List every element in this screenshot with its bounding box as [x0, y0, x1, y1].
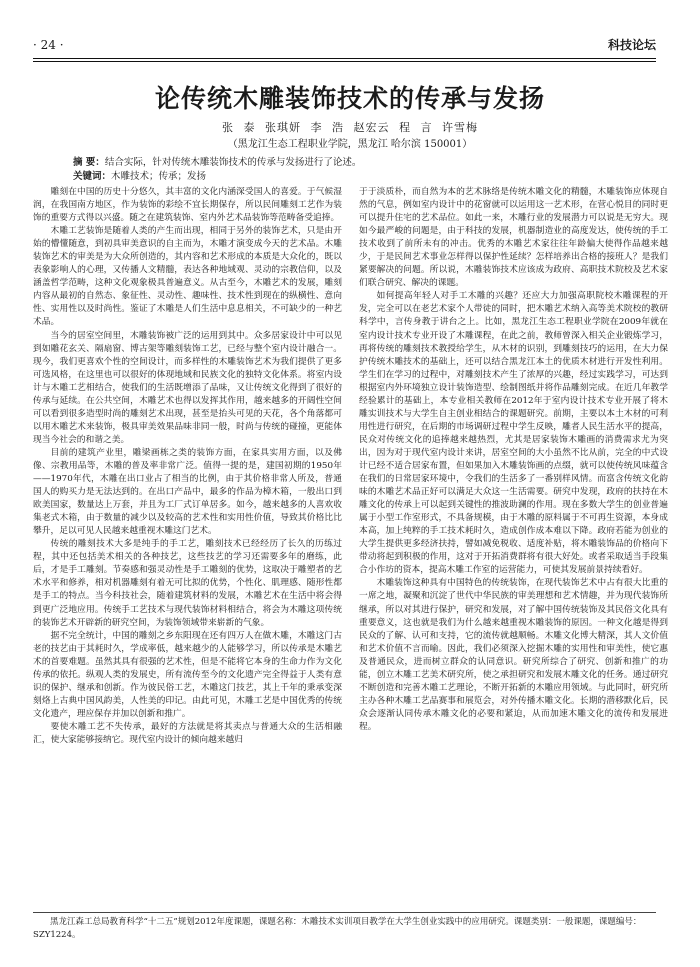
abstract-text: 结合实际，针对传统木雕装饰技术的传承与发扬进行了论述。	[104, 157, 362, 168]
paragraph: 目前的建筑产业里，雕梁画栋之类的装饰方面，在家具实用方面，以及佛像、宗教用品等，木雕的普及率非常广泛。值得一提的是，建国初期的1950年——1970年代，木雕在出口业占了相当的比例，由于其价格非常人所及，普通国人的购买力是无法达到的。在出口产品中，最多的作品为樟木箱，一般出口到欧美国家，数量达上万套，并且为工厂式订单居多。如今，越来越多的人喜欢收集老式木箱，由于数量的减少以及较高的艺术性和实用性价值，导致其价格比比攀升，足以可见人民越来越重视木雕这门艺术。	[33, 447, 342, 537]
page-number: · 24 ·	[33, 38, 64, 52]
affiliation: （黑龙江生态工程职业学院，黑龙江 哈尔滨 150001）	[227, 139, 473, 150]
header-rule-thin	[33, 61, 656, 62]
author-list: 张 泰 张琪妍 李 浩 赵宏云 程 言 许雪梅	[222, 121, 478, 134]
keywords	[73, 168, 206, 182]
body-column-left	[33, 186, 342, 906]
abstract	[73, 154, 361, 168]
paragraph: 要使木雕工艺不失传承，最好的方法就是将其卖点与普通大众的生活相融汇，使大家能够接纳它。现代室内设计的倾向越来越归	[33, 721, 342, 745]
paragraph: 于于淡质朴，而自然为本的艺术脉络是传统木雕文化的精髓，木雕装饰应体现自然的气息，例如室内设计中的花窗就可以运用这一艺术形，在营心悦目的同时更可以提升住宅的艺术品位。如此一来，木雕行业的发展潜力可以说是无穷大。现如今最严峻的问题是，由于科技的发展，机器制造业的高度发达，使传统的手工技术收到了前所未有的冲击。优秀的木雕艺术家往往年龄偏大使得作品越来越少，于是民间艺术事业怎样得以保护性延续？怎样培养出合格的接班人？是我们紧要解决的问题。所以说，木雕装饰技术应该成为政府、高职技术院校及艺术家们联合研究、解决的课题。	[359, 187, 668, 289]
header-rule	[33, 58, 656, 59]
paragraph: 木雕装饰这种具有中国特色的传统装饰，在现代装饰艺术中占有很大比重的一席之地，凝聚和沉淀了世代中华民族的审美理想和艺术情趣，并为现代装饰所继承，所以对其进行保护，研究和发展，对了解中国传统装饰及其民俗文化具有重要意义，这也就是我们为什么越来越重视木雕装饰的原因。一种文化越是得到民众的了解、认可和支持，它的流传就越顺畅。木雕文化博大精深，其人文价值和艺术价值不言而喻。因此，我们必须深入挖掘木雕的实用性和审美性，使它惠及普通民众，进而树立群众的认同意识。研究所综合了研究、创新和推广的功能，创立木雕工艺美术研究所，使之承担研究和发展木雕文化的任务。通过研究不断创造和完善木雕工艺理论，不断开拓新的木雕应用领域。与此同时，研究所主办各种木雕工艺品赛事和展览会，对外传播木雕文化。长期的潜移默化后，民众会逐渐认同传承木雕文化的必要和紧迫，从而加速木雕文化的流传和发展进程。	[359, 578, 668, 732]
paragraph: 雕刻在中国的历史十分悠久，其丰富的文化内涵深受国人的喜爱。于气候湿润，在我国南方地区，作为装饰的彩绘不宜长期保存，所以民间雕刻工艺作为装饰的重要方式得以兴盛。随之在建筑装饰、室内外艺术品装饰等范畴备受追捧。	[33, 187, 342, 224]
paragraph: 如何提高年轻人对手工木雕的兴趣？还应大力加强高职院校木雕课程的开发，完全可以在老艺术家个人带徒的同时，把木雕艺术纳入高等美术院校的教研科学中，言传身教于讲台之上。比如，黑龙江生态工程职业学院在2009年就在室内设计技术专业开设了木雕课程，在此之前，教师曾深入相关企业锻炼学习，再将传统的雕刻技术教授给学生，从木材的识别，到雕刻技巧的运用，在大力保护传统木雕技术的基础上，还可以结合黑龙江本土的优质木材进行开发性利用。学生们在学习的过程中，对雕刻技术产生了浓厚的兴趣，经过实践学习，可达到根据室内外环境独立设计装饰造型、绘制图纸并将作品雕刻完成。在近几年教学经验累计的基础上，本专业相关教师在2012年于室内设计技术专业开展了将木雕实训技术与大学生自主创业相结合的课题研究。前期，主要以本土木材的可利用性进行研究，在后期的市场调研过程中学生反映，雕者人民生活水平的提高，民众对传统文化的追捧越来越热烈，尤其是居家装饰木雕画的消费需求尤为突出，因为对于现代室内设计来讲，居室空间的大小虽然不比从前，完全的中式设计已经不适合居家布置，但如果加入木雕装饰画的点缀，就可以使传统风味蕴含在我们的日常居家环境中，令我们的生活多了一番别样风情。而富含传统文化韵味的木雕艺术品正好可以满足大众这一生活需要。研究中发现，政府的扶持在木雕文化的传承上可以起到关键性的推波助澜的作用。现在多数大学生的创业普遍属于小型工作室形式，不具备规模，由于木雕的原料属于不可再生资源，本身成本高，加上纯粹的手工技术耗时久，造成创作成本难以下降。政府若能为创业的大学生提供更多经济扶持，譬如减免税收、适度补贴，将木雕装饰品的价格向下带动将起到积极的作用，这对于开拓消费群将有很大好处。或者采取适当手段集合小作坊的资本，提高木雕工作室的运营能力，可使其发展前景持续看好。	[359, 291, 668, 576]
paragraph: 木雕工艺装饰是随着人类的产生而出现，相同于另外的装饰艺术，只是由开始的懵懂随意，到初具审美意识的自主而为，木雕才演变成今天的艺术品。木雕装饰艺术的审美是为大众所创造的，其内容和艺术形成的本质是大众化的，既以表象影响人的心理，又传播人文精髓，表达各种地域观、灵动的宗教信仰，以及涵盖哲学范畴，这种文化观象极具普遍意义。从古至今，木雕艺术的发展，雕刻内容从最初的自然态、象征性、灵动性、趣味性、技术性到现在的纵横性、意向性、实用性以及时尚性。鉴证了木雕是人们生活中息息相关，不可缺少的一种艺术品。	[33, 226, 342, 328]
body-column-right	[359, 186, 668, 906]
paragraph: 据不完全统计，中国的雕刻之乡东阳现在还有四万人在做木雕，木雕这门古老的技艺由于其耗时久，学成率低，越来越少的人能够学习，所以传承是木雕艺术的首要难题。虽然其具有很强的艺术性，但是不能将它本身的生命力作为文化传承的依托。纵观人类的发展史，所有流传至今的文化遗产完全得益于人类有意识的保护、继承和创新。作为彼民俗工艺，木雕这门技艺，其上千年的秉承变深刻烙上古典中国风韵美，人性美的印记。由此可见，木雕工艺是中国优秀的传统文化遗产，理应保存并加以创新和推广。	[33, 630, 342, 719]
keywords-label: 关键词：	[73, 171, 112, 182]
section-name: 科技论坛	[607, 38, 656, 52]
paragraph: 传统的雕刻技术大多是纯手的手工艺，雕刻技术已经经历了长久的历练过程，其中还包括美术相关的各种技艺，这些技艺的学习还需要多年的磨练，此后，才是手工雕刻。节奏感和强灵动性是手工雕刻的优势，这取决于雕塑者的艺术水平和修养，相对机器雕刻有着无可比拟的优势，个性化、肌理感、随形性都是手工的特点。当今科技社会，随着建筑材料的发展，木雕艺术在生活中将会得到更广泛地应用。传统手工艺技术与现代装饰材料相结合，将会为木雕这项传统的装饰艺术开辟新的研究空间，为装饰领域带来崭新的气象。	[33, 539, 342, 628]
abstract-label: 摘 要：	[73, 157, 105, 168]
footnote-rule	[33, 912, 656, 913]
paragraph: 当今的居室空间里，木雕装饰被广泛的运用到其中。众多居家设计中可以见到如雕花玄关、隔扇窗、博古架等雕刻装饰工艺，已经与整个室内设计融合一。现今，我们更喜欢个性的空间设计，而多样性的木雕装饰艺术为我们提供了更多可选风格，在这里也可以很好的体现地域和民族文化的独特文化体系。将室内设计与木雕工艺相结合，使我们的生活既增添了品味，又让传统文化得到了很好的传承与延续。在公共空间，木雕艺术也得以发挥其作用，越来越多的开阔性空间可以看到很多造型时尚的雕刻艺术出现，甚至是抬头可见的天花，各个角落都可以用木雕艺术来装饰，极具审美效果品味非同一般，时尚与传统的碰撞，更能体现当今社会的和谐之美。	[33, 330, 342, 445]
article-title: 论传统木雕装饰技术的传承与发扬	[154, 84, 545, 113]
keywords-text: 木雕技术；传承；发扬	[111, 171, 207, 182]
funding-footnote: 黑龙江森工总局教育科学“十二五”规划2012年度课题，课题名称：木雕技术实训项目教学在大学生创业实践中的应用研究。课题类别：一般课题，课题编号：SZY1224。	[33, 917, 642, 940]
